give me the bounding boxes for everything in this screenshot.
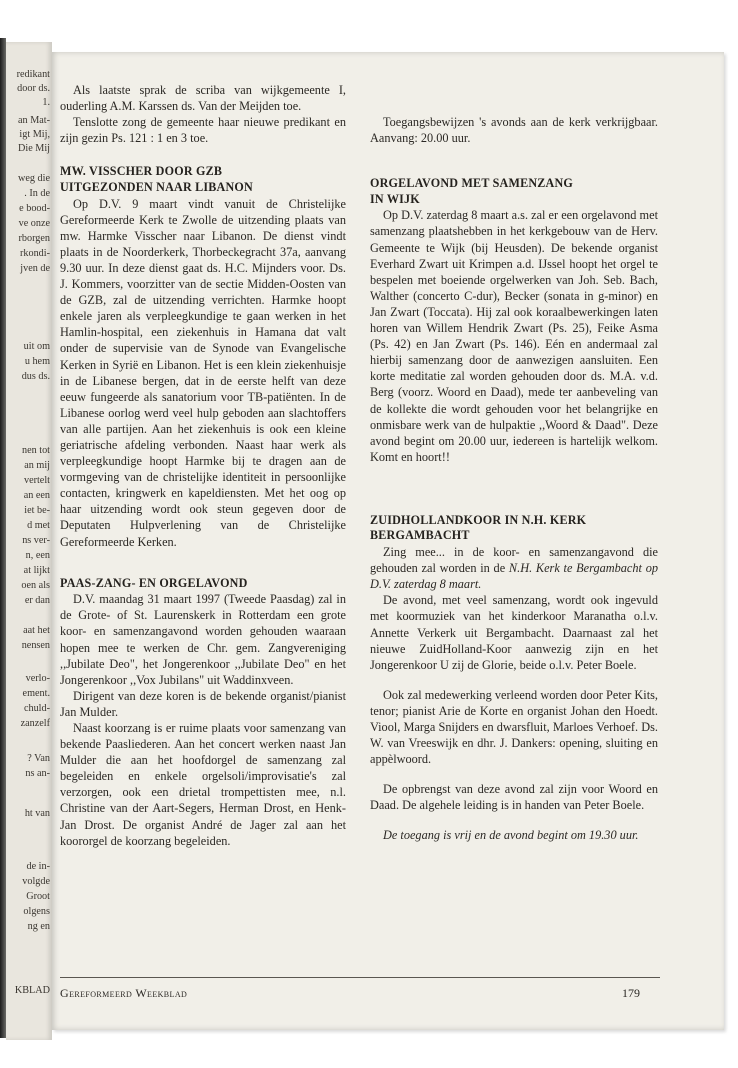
- left-fragment: dus ds.: [21, 371, 50, 382]
- paragraph: Dirigent van deze koren is de bekende organist/pianist Jan Mulder.: [60, 688, 346, 719]
- heading-line: IN WIJK: [370, 191, 420, 206]
- heading-line: ZUIDHOLLANDKOOR IN N.H. KERK: [370, 512, 587, 527]
- article-heading: [370, 176, 658, 207]
- paragraph-text: Zing mee... in de koor- en samenzangavond die gehouden zal worden in de: [370, 545, 658, 576]
- left-column: [60, 82, 346, 849]
- left-fragment: ve onze: [18, 218, 50, 229]
- left-fragment: volgde: [22, 876, 50, 887]
- paragraph: Ook zal medewerking verleend worden door Peter Kits, tenor; pianist Arie de Korte en organist Johan den Hoedt. Viool, Marga Snijders en dwarsfluit, Marloes Verhoef. Ds. W. van Vreeswijk en dhr. J. Dankers: opening, sluiting en appèlwoord.: [370, 687, 658, 767]
- left-fragment: nensen: [21, 640, 50, 651]
- left-fragment: uit om: [23, 341, 50, 352]
- right-column: [370, 82, 658, 844]
- left-fragment: weg die: [18, 173, 50, 184]
- paragraph: Als laatste sprak de scriba van wijkgemeente I, ouderling A.M. Karssen ds. Van der Meijden toe.: [60, 83, 346, 114]
- article-heading: [370, 513, 658, 544]
- left-fragment: . In de: [24, 188, 50, 199]
- left-fragment: ns an-: [25, 768, 50, 779]
- heading-line: MW. VISSCHER DOOR GZB: [60, 164, 223, 179]
- left-fragment: igt Mij,: [19, 129, 50, 140]
- left-fragment: zanzelf: [20, 718, 50, 729]
- left-fragment: ht van: [24, 808, 50, 819]
- left-fragment: door ds.: [17, 83, 50, 94]
- left-fragment: at lijkt: [23, 565, 50, 576]
- paragraph: Op D.V. 9 maart vindt vanuit de Christelijke Gereformeerde Kerk te Zwolle de uitzending plaats van mw. Harmke Visscher naar Libanon. De dienst vindt plaats in de Noorderkerk, Thorbeckegracht 37a, aanvang 9.30 uur. In deze dienst gaat ds. H.C. Mijnders voor. Ds. J. Kommers, voorzitter van de sectie Midden-Oosten van de GZB, zal de uitzending verrichten. Harmke hoopt enkele jaren als verpleegkundige te gaan werken in het Hamlin-hospital, een ziekenhuis in Hamana dat valt onder de supervisie van de Synode van Evangelische Kerken in Syrië en Libanon. Het is een klein ziekenhuisje in de Libanese bergen, dat in de eerste helft van deze eeuw fungeerde als sanatorium voor TB-patiënten. In de Libanese oorlog werd veel hulp geboden aan slachtoffers van alle partijen. Aan het ziekenhuis is ook een kleine geriatrische afdeling verbonden. Naast haar werk als verpleegkundige hoopt Harmke bij te dragen aan de vormgeving van de christelijke identiteit in persoonlijke contacten, kringwerk en kapeldiensten. Met het oog op haar uitzending wordt ook steun gegeven door de Deputaten Hulpverlening van de Christelijke Gereformeerde Kerken.: [60, 196, 346, 549]
- paragraph: [370, 544, 658, 592]
- left-page-edge: [6, 42, 52, 1040]
- paragraph: Op D.V. zaterdag 8 maart a.s. zal er een orgelavond met samenzang plaatshebben in het kerkgebouw van de Herv. Gemeente te Wijk (bij Heusden). De bekende organist Everhard Zwart uit Krimpen a.d. IJssel hoopt het orgel te bespelen met boeiende orgelwerken van Joh. Seb. Bach, Walther (concerto C-dur), Becker (sonata in g-minor) en Jan Zwart (Toccata). Hij zal ook koraalbewerkingen laten horen van Willem Hendrik Zwart (Ps. 25), Feike Asma (Ps. 42) en Jan Zwart (Ps. 146). Eén en andermaal zal hierbij samenzang door de aanwezigen aansluiten. Een korte meditatie zal worden gehouden door ds. M.A. v.d. Berg (voorz. Woord en Daad), mede ter aanbeveling van de kollekte die wordt gehouden voor het belangrijke en onmisbare werk van de hulpaktie ,,Woord & Daad". Deze avond begint om 20.00 uur, iedereen is hartelijk welkom. Komt en hoort!!: [370, 208, 658, 464]
- left-fragment: oen als: [21, 580, 50, 591]
- left-fragment: iet be-: [24, 505, 50, 516]
- magazine-page: [52, 52, 724, 1030]
- article-heading: PAAS-ZANG- EN ORGELAVOND: [60, 575, 248, 590]
- left-fragment: ement.: [22, 688, 50, 699]
- left-fragment: Groot: [26, 891, 50, 902]
- left-fragment: an mij: [24, 460, 50, 471]
- left-fragment: KBLAD: [14, 985, 50, 996]
- left-fragment: an een: [23, 490, 50, 501]
- left-fragment: n, een: [25, 550, 50, 561]
- left-fragment: rkondi-: [20, 248, 50, 259]
- left-fragment: verlo-: [25, 673, 50, 684]
- left-fragment: an Mat-: [18, 115, 50, 126]
- left-fragment: ? Van: [27, 753, 50, 764]
- paragraph: D.V. maandag 31 maart 1997 (Tweede Paasdag) zal in de Grote- of St. Laurenskerk in Rotterdam een grote koor- en samenzangavond worden gehouden waaraan hopen mee te werken de Chr. gem. Zangvereniging ,,Jubilate Deo", het Jongerenkoor ,,Jubilate Deo" en het Jongerenkoor ,,Vox Jubilans" uit Waddinxveen.: [60, 592, 346, 687]
- heading-line: ORGELAVOND MET SAMENZANG: [370, 176, 574, 191]
- left-fragment: redikant: [16, 69, 50, 80]
- left-fragment: olgens: [23, 906, 50, 917]
- paragraph: Toegangsbewijzen 's avonds aan de kerk verkrijgbaar. Aanvang: 20.00 uur.: [370, 115, 658, 146]
- heading-line: BERGAMBACHT: [370, 528, 470, 543]
- article-heading: [60, 164, 346, 195]
- left-fragment: d met: [27, 520, 50, 531]
- left-fragment: jven de: [20, 263, 50, 274]
- left-fragment: aat het: [23, 625, 50, 636]
- left-fragment: rborgen: [18, 233, 50, 244]
- footer-rule: [60, 977, 660, 978]
- left-fragment: vertelt: [23, 475, 50, 486]
- paragraph: Tenslotte zong de gemeente haar nieuwe predikant en zijn gezin Ps. 121 : 1 en 3 toe.: [60, 115, 346, 146]
- publication-title: Gereformeerd Weekblad: [60, 986, 188, 1000]
- left-fragment: nen tot: [21, 445, 50, 456]
- heading-line: UITGEZONDEN NAAR LIBANON: [60, 179, 253, 194]
- left-fragment: de in-: [26, 861, 50, 872]
- left-fragment: Die Mij: [18, 143, 50, 154]
- left-fragment: e bood-: [19, 203, 50, 214]
- paragraph: Naast koorzang is er ruime plaats voor samenzang van bekende Paasliederen. Aan het concert werken naast Jan Mulder die aan het hoofdorgel de samenzang zal begeleiden en enkele orgelsoli/improvisatie's zal verzorgen, ook een drietal trompettisten mee, n.l. Christine van der Aart-Segers, Herman Drost, en Henk-Jan Drost. De organist André de Jager zal aan het koororgel de koorzang begeleiden.: [60, 720, 346, 848]
- left-fragment: chuld-: [23, 703, 50, 714]
- left-fragment: er dan: [24, 595, 50, 606]
- italic-text: N.H. Kerk te Bergambacht op D.V. zaterdag 8 maart.: [370, 561, 659, 592]
- left-fragment: ns ver-: [22, 535, 50, 546]
- left-fragment: 1.: [42, 97, 50, 108]
- paragraph: De opbrengst van deze avond zal zijn voor Woord en Daad. De algehele leiding is in handen van Peter Boele.: [370, 782, 658, 813]
- left-fragment: ng en: [27, 921, 50, 932]
- paragraph: De avond, met veel samenzang, wordt ook ingevuld met koormuziek van het kinderkoor Maranatha o.l.v. Annette Verkerk uit Bergambacht. Daarnaast zal het nieuwe ZuidHolland-Koor aanwezig zijn en het Jongerenkoor U zij de Glorie, beide o.l.v. Peter Boele.: [370, 593, 658, 672]
- left-fragment: u hem: [24, 356, 50, 367]
- page-number: 179: [622, 986, 640, 1000]
- paragraph: De toegang is vrij en de avond begint om 19.30 uur.: [383, 828, 639, 843]
